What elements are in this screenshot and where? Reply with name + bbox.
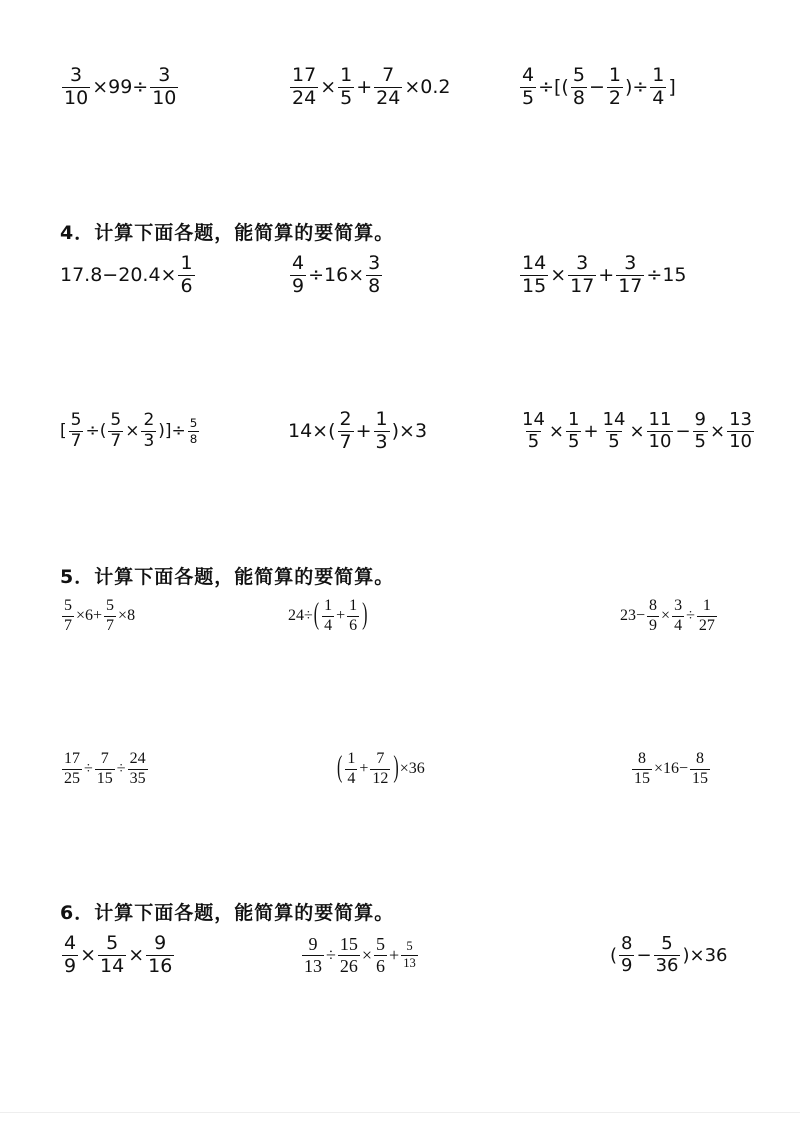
fraction: [520, 251, 548, 297]
fraction-numerator: 5: [661, 932, 673, 954]
operator-text: ×: [661, 607, 671, 624]
fraction: [401, 940, 418, 969]
math-expression: [336, 739, 425, 799]
fraction-numerator: 9: [154, 931, 167, 954]
fraction-denominator: 8: [572, 86, 585, 109]
fraction: [568, 251, 596, 297]
fraction-numerator: 9: [694, 408, 706, 430]
fraction-numerator: 14: [602, 408, 626, 430]
fraction: [290, 63, 318, 109]
operator-text: +: [355, 420, 372, 442]
fraction-numerator: 3: [674, 596, 683, 614]
operator-text: 24÷: [288, 607, 313, 624]
fraction: [128, 751, 148, 788]
operator-text: ×: [550, 264, 567, 286]
fraction-denominator: 10: [152, 86, 177, 109]
fraction: [647, 598, 659, 635]
large-parenthesis: ): [362, 598, 368, 632]
fraction-numerator: 5: [70, 409, 82, 430]
operator-text: ×: [80, 944, 97, 966]
fraction-denominator: 5: [522, 86, 535, 109]
fraction-denominator: 17: [618, 274, 643, 297]
math-expression: [610, 925, 728, 985]
fraction: [697, 598, 717, 635]
fraction-numerator: 5: [189, 416, 198, 430]
fraction-denominator: 15: [634, 769, 650, 787]
fraction: [571, 63, 587, 109]
fraction-numerator: 5: [406, 939, 413, 954]
fraction: [601, 408, 628, 452]
operator-text: ÷: [84, 760, 93, 777]
math-expression: [60, 925, 176, 985]
fraction-numerator: 8: [649, 596, 658, 614]
fraction: [374, 935, 387, 976]
fraction: [62, 598, 74, 635]
operator-text: +: [336, 607, 346, 624]
fraction: [104, 598, 116, 635]
fraction: [632, 751, 652, 788]
fraction: [62, 751, 82, 788]
large-parenthesis: ): [393, 751, 399, 785]
fraction-numerator: 9: [308, 933, 318, 954]
fraction-numerator: 3: [70, 63, 83, 86]
operator-text: )]÷: [158, 421, 186, 441]
math-expression: [288, 57, 450, 117]
fraction-denominator: 5: [694, 430, 706, 452]
operator-text: ×: [128, 944, 145, 966]
fraction-denominator: 4: [347, 769, 356, 787]
operator-text: +: [389, 944, 400, 965]
fraction-numerator: 2: [143, 409, 155, 430]
math-expression: [518, 57, 676, 117]
fraction-numerator: 14: [522, 408, 545, 430]
fraction-numerator: 17: [292, 63, 317, 86]
operator-text: )÷: [624, 76, 649, 98]
problem-row: [0, 586, 800, 646]
problem-row: [0, 245, 800, 305]
fraction: [566, 408, 581, 452]
fraction-denominator: 14: [100, 954, 125, 977]
fraction-numerator: 1: [652, 63, 665, 86]
fraction-numerator: 4: [522, 63, 535, 86]
operator-text: ×: [320, 76, 337, 98]
fraction-denominator: 4: [652, 86, 665, 109]
fraction-denominator: 35: [129, 769, 146, 787]
fraction: [108, 409, 123, 451]
fraction: [141, 409, 156, 451]
fraction-denominator: 6: [180, 274, 193, 297]
fraction-denominator: 6: [376, 955, 386, 976]
problem-row: [0, 925, 800, 985]
operator-text: ×: [548, 420, 564, 442]
fraction-denominator: 36: [655, 954, 679, 976]
fraction-numerator: 8: [638, 749, 646, 767]
fraction-numerator: 14: [522, 251, 547, 274]
fraction-numerator: 17: [64, 749, 80, 767]
operator-text: ×: [710, 420, 726, 442]
fraction: [338, 63, 354, 109]
problem-row: [0, 57, 800, 117]
operator-text: ÷15: [646, 264, 687, 286]
fraction-numerator: 1: [324, 596, 333, 614]
fraction-numerator: 5: [106, 931, 119, 954]
fraction-denominator: 9: [649, 616, 658, 634]
fraction-denominator: 25: [64, 769, 80, 787]
math-expression: [630, 739, 712, 799]
fraction: [290, 251, 306, 297]
operator-text: +: [359, 760, 369, 777]
fraction: [374, 407, 390, 453]
math-expression: [60, 739, 150, 799]
section-heading: 4．计算下面各题，能简算的要简算。: [60, 222, 395, 244]
fraction-numerator: 4: [64, 931, 77, 954]
fraction: [69, 409, 84, 451]
fraction: [322, 598, 334, 635]
operator-text: 14×(: [288, 420, 336, 442]
fraction-numerator: 1: [608, 63, 621, 86]
fraction: [520, 63, 536, 109]
fraction: [345, 751, 357, 788]
math-expression: [60, 57, 180, 117]
fraction-denominator: 5: [527, 430, 540, 452]
fraction-numerator: 5: [64, 596, 72, 614]
fraction-numerator: 1: [347, 749, 356, 767]
math-expression: [620, 586, 719, 646]
fraction-denominator: 7: [339, 430, 352, 453]
fraction-denominator: 8: [368, 274, 381, 297]
fraction-denominator: 10: [64, 86, 89, 109]
fraction-denominator: 3: [143, 430, 155, 451]
math-expression: [288, 245, 384, 305]
math-expression: [300, 925, 420, 985]
fraction-denominator: 17: [570, 274, 595, 297]
fraction-numerator: 13: [729, 408, 752, 430]
fraction: [619, 932, 634, 976]
fraction-numerator: 1: [349, 596, 358, 614]
operator-text: +: [356, 76, 373, 98]
fraction-denominator: 7: [110, 430, 122, 451]
operator-text: ×36: [399, 760, 425, 777]
section-heading: 6．计算下面各题，能简算的要简算。: [60, 902, 395, 924]
fraction: [654, 932, 681, 976]
section-heading: 5．计算下面各题，能简算的要简算。: [60, 566, 395, 588]
fraction-numerator: 11: [648, 408, 672, 430]
operator-text: 17.8−20.4×: [60, 264, 177, 286]
fraction: [693, 408, 708, 452]
operator-text: −: [636, 944, 652, 966]
fraction-numerator: 8: [621, 932, 633, 954]
fraction: [374, 63, 402, 109]
fraction-numerator: 3: [158, 63, 171, 86]
fraction: [520, 408, 547, 452]
math-expression: [60, 586, 135, 646]
fraction: [338, 407, 354, 453]
operator-text: +: [598, 264, 615, 286]
operator-text: ×99÷: [92, 76, 149, 98]
math-expression: [518, 245, 687, 305]
operator-text: −: [588, 76, 605, 98]
fraction-numerator: 7: [100, 749, 109, 767]
fraction-numerator: 5: [106, 596, 115, 614]
fraction-numerator: 3: [576, 251, 589, 274]
math-expression: [288, 586, 368, 646]
fraction: [727, 408, 754, 452]
fraction: [150, 63, 178, 109]
fraction-denominator: 8: [189, 431, 198, 446]
fraction-numerator: 24: [129, 749, 146, 767]
fraction-denominator: 26: [339, 955, 358, 976]
fraction-numerator: 5: [376, 933, 386, 954]
operator-text: ÷: [686, 607, 695, 624]
fraction-numerator: 1: [340, 63, 353, 86]
fraction-numerator: 7: [376, 749, 385, 767]
fraction-denominator: 24: [376, 86, 401, 109]
fraction-denominator: 10: [729, 430, 752, 452]
fraction-numerator: 5: [110, 409, 122, 430]
fraction-denominator: 13: [304, 955, 322, 976]
fraction-numerator: 1: [702, 596, 711, 614]
operator-text: ÷: [116, 760, 126, 777]
fraction-denominator: 7: [64, 616, 72, 634]
fraction-denominator: 16: [148, 954, 173, 977]
operator-text: +: [583, 420, 599, 442]
operator-text: ×: [125, 421, 140, 441]
fraction-numerator: 7: [382, 63, 395, 86]
operator-text: ]: [668, 76, 676, 98]
fraction-denominator: 5: [608, 430, 620, 452]
operator-text: ×: [361, 944, 373, 965]
fraction-denominator: 4: [674, 616, 683, 634]
fraction-numerator: 15: [339, 933, 358, 954]
fraction-numerator: 8: [696, 749, 705, 767]
fraction-denominator: 7: [70, 430, 82, 451]
math-expression: [60, 245, 197, 305]
fraction-denominator: 9: [292, 274, 305, 297]
math-expression: [60, 401, 201, 461]
large-parenthesis: (: [313, 598, 320, 632]
fraction-denominator: 5: [340, 86, 353, 109]
fraction: [347, 598, 359, 635]
fraction: [98, 931, 126, 977]
fraction: [607, 63, 623, 109]
fraction-denominator: 13: [403, 955, 416, 970]
fraction-denominator: 15: [522, 274, 547, 297]
operator-text: ÷(: [85, 421, 107, 441]
fraction-denominator: 6: [349, 616, 358, 634]
fraction-denominator: 2: [608, 86, 621, 109]
fraction: [616, 251, 644, 297]
fraction: [370, 751, 390, 788]
operator-text: ×6+: [76, 607, 103, 624]
fraction-denominator: 10: [648, 430, 672, 452]
fraction-numerator: 1: [375, 407, 388, 430]
page-divider: [0, 1112, 800, 1113]
fraction-numerator: 5: [572, 63, 585, 86]
fraction-denominator: 12: [372, 769, 389, 787]
fraction: [690, 751, 710, 788]
operator-text: [: [60, 421, 67, 441]
fraction-numerator: 1: [568, 408, 580, 430]
fraction: [672, 598, 684, 635]
operator-text: )×36: [682, 944, 728, 966]
operator-text: ×: [629, 420, 645, 442]
fraction: [178, 251, 194, 297]
operator-text: ×16−: [654, 760, 689, 777]
problem-row: [0, 401, 800, 461]
operator-text: ×0.2: [404, 76, 451, 98]
fraction-denominator: 4: [324, 616, 333, 634]
fraction: [62, 63, 90, 109]
fraction-numerator: 3: [368, 251, 381, 274]
fraction: [95, 751, 115, 788]
operator-text: ×8: [118, 607, 136, 624]
fraction-denominator: 15: [96, 769, 113, 787]
operator-text: 23−: [620, 607, 646, 624]
fraction: [338, 935, 360, 976]
fraction-denominator: 9: [64, 954, 77, 977]
operator-text: (: [610, 944, 618, 966]
math-expression: [288, 401, 427, 461]
fraction-numerator: 1: [180, 251, 193, 274]
fraction-numerator: 3: [624, 251, 637, 274]
fraction: [647, 408, 674, 452]
fraction-denominator: 27: [698, 616, 715, 634]
fraction-denominator: 24: [292, 86, 317, 109]
fraction-denominator: 15: [692, 769, 709, 787]
fraction: [366, 251, 382, 297]
fraction-numerator: 4: [292, 251, 305, 274]
fraction: [650, 63, 666, 109]
operator-text: ÷16×: [308, 264, 365, 286]
fraction: [62, 931, 78, 977]
fraction-denominator: 5: [568, 430, 580, 452]
operator-text: ÷: [326, 944, 336, 965]
math-expression: [518, 401, 756, 461]
operator-text: ÷[(: [538, 76, 569, 98]
fraction: [302, 935, 324, 976]
operator-text: −: [675, 420, 691, 442]
fraction-denominator: 7: [106, 616, 115, 634]
fraction: [188, 417, 200, 445]
fraction: [146, 931, 174, 977]
operator-text: )×3: [391, 420, 428, 442]
large-parenthesis: (: [337, 751, 343, 785]
fraction-numerator: 2: [339, 407, 352, 430]
problem-row: [0, 739, 800, 799]
fraction-denominator: 3: [375, 430, 388, 453]
fraction-denominator: 9: [621, 954, 633, 976]
